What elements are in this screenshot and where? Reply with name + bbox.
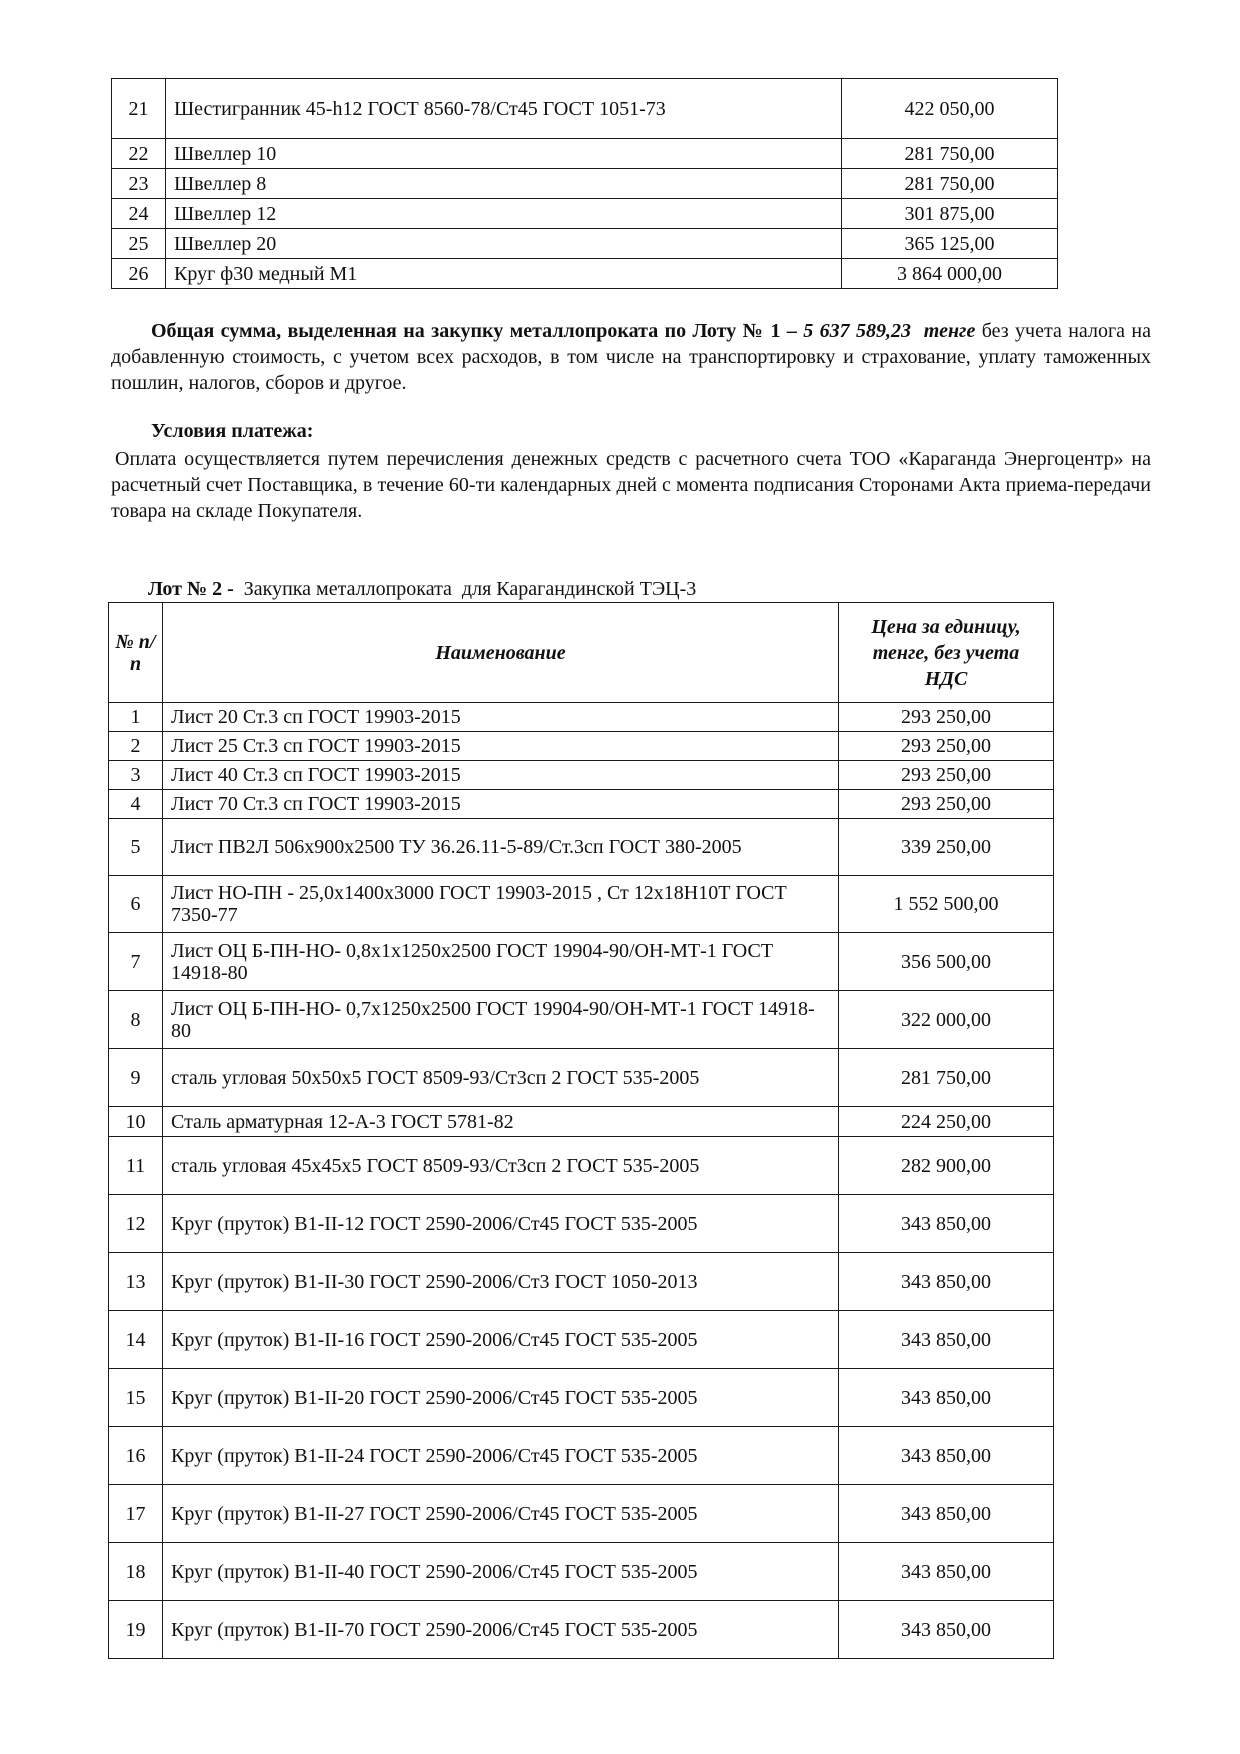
- total-currency: тенге: [923, 320, 976, 342]
- item-price: 343 850,00: [839, 1485, 1054, 1543]
- item-price: 339 250,00: [839, 819, 1054, 876]
- total-amount-paragraph: [111, 318, 1151, 396]
- lot2-items-table: [108, 602, 1054, 1659]
- payment-text: Оплата осуществляется путем перечисления денежных средств с расчетного счета ТОО «Караганда Энергоцентр» на расчетный счет Поставщика, в течение 60-ти календарных дней с момента подписания Сторонами Акта приема-передачи товара на складе Покупателя.: [111, 448, 1151, 522]
- table-row: [109, 732, 1054, 761]
- row-number: 5: [109, 819, 163, 876]
- lot2-title: [148, 578, 696, 601]
- item-price: 1 552 500,00: [839, 876, 1054, 933]
- total-rest: без учета налога на добавленную стоимость, с учетом всех расходов, в том числе на транспортировку и страхование, уплату таможенных пошлин, налогов, сборов и другое.: [111, 320, 1151, 394]
- row-number: 19: [109, 1601, 163, 1659]
- item-name: Лист ОЦ Б-ПН-НО- 0,7х1250х2500 ГОСТ 19904-90/ОН-МТ-1 ГОСТ 14918-80: [163, 991, 839, 1049]
- item-price: 365 125,00: [842, 229, 1058, 259]
- item-name: сталь угловая 45х45х5 ГОСТ 8509-93/Ст3сп 2 ГОСТ 535-2005: [163, 1137, 839, 1195]
- item-name: Шестигранник 45-h12 ГОСТ 8560-78/Ст45 ГОСТ 1051-73: [166, 79, 842, 139]
- item-price: 3 864 000,00: [842, 259, 1058, 289]
- row-number: 11: [109, 1137, 163, 1195]
- item-price: 293 250,00: [839, 790, 1054, 819]
- item-price: 343 850,00: [839, 1311, 1054, 1369]
- item-name: Лист ОЦ Б-ПН-НО- 0,8х1х1250х2500 ГОСТ 19904-90/ОН-МТ-1 ГОСТ 14918-80: [163, 933, 839, 991]
- item-price: 293 250,00: [839, 732, 1054, 761]
- table-row: [109, 703, 1054, 732]
- item-name: Лист 25 Ст.3 сп ГОСТ 19903-2015: [163, 732, 839, 761]
- item-price: 301 875,00: [842, 199, 1058, 229]
- table-row: [112, 259, 1058, 289]
- total-amount: 5 637 589,23: [803, 320, 911, 342]
- item-name: Круг (пруток) В1-II-24 ГОСТ 2590-2006/Ст45 ГОСТ 535-2005: [163, 1427, 839, 1485]
- item-name: Круг ф30 медный М1: [166, 259, 842, 289]
- table-row: [109, 933, 1054, 991]
- table-row: [112, 169, 1058, 199]
- row-number: 12: [109, 1195, 163, 1253]
- item-name: Круг (пруток) В1-II-12 ГОСТ 2590-2006/Ст45 ГОСТ 535-2005: [163, 1195, 839, 1253]
- item-price: 343 850,00: [839, 1543, 1054, 1601]
- payment-heading: Условия платежа:: [151, 420, 314, 442]
- table-row: [109, 1195, 1054, 1253]
- row-number: 23: [112, 169, 166, 199]
- item-price: 422 050,00: [842, 79, 1058, 139]
- row-number: 13: [109, 1253, 163, 1311]
- row-number: 14: [109, 1311, 163, 1369]
- item-name: Швеллер 12: [166, 199, 842, 229]
- table-row: [109, 1427, 1054, 1485]
- item-name: Лист НО-ПН - 25,0х1400х3000 ГОСТ 19903-2015 , Ст 12х18Н10Т ГОСТ 7350-77: [163, 876, 839, 933]
- row-number: 1: [109, 703, 163, 732]
- table-row: [109, 1137, 1054, 1195]
- item-name: Лист 40 Ст.3 сп ГОСТ 19903-2015: [163, 761, 839, 790]
- item-price: 322 000,00: [839, 991, 1054, 1049]
- column-header-number: № п/п: [109, 603, 163, 703]
- table-row: [109, 790, 1054, 819]
- item-name: Круг (пруток) В1-II-40 ГОСТ 2590-2006/Ст45 ГОСТ 535-2005: [163, 1543, 839, 1601]
- row-number: 3: [109, 761, 163, 790]
- table-row: [112, 199, 1058, 229]
- item-name: Круг (пруток) В1-II-70 ГОСТ 2590-2006/Ст45 ГОСТ 535-2005: [163, 1601, 839, 1659]
- item-price: 343 850,00: [839, 1427, 1054, 1485]
- table-row: [109, 1049, 1054, 1107]
- table-row: [109, 1311, 1054, 1369]
- row-number: 26: [112, 259, 166, 289]
- item-name: Швеллер 20: [166, 229, 842, 259]
- item-name: Круг (пруток) В1-II-30 ГОСТ 2590-2006/Ст3 ГОСТ 1050-2013: [163, 1253, 839, 1311]
- item-price: 343 850,00: [839, 1369, 1054, 1427]
- row-number: 16: [109, 1427, 163, 1485]
- lot2-label: Лот № 2 -: [148, 578, 234, 600]
- item-name: Швеллер 8: [166, 169, 842, 199]
- item-name: Швеллер 10: [166, 139, 842, 169]
- item-price: 356 500,00: [839, 933, 1054, 991]
- row-number: 9: [109, 1049, 163, 1107]
- table-header-row: [109, 603, 1054, 703]
- table-row: [109, 991, 1054, 1049]
- column-header-name: Наименование: [163, 603, 839, 703]
- row-number: 2: [109, 732, 163, 761]
- item-price: 343 850,00: [839, 1253, 1054, 1311]
- table-row: [109, 1543, 1054, 1601]
- row-number: 6: [109, 876, 163, 933]
- table-row: [109, 1601, 1054, 1659]
- row-number: 22: [112, 139, 166, 169]
- row-number: 8: [109, 991, 163, 1049]
- row-number: 17: [109, 1485, 163, 1543]
- table-row: [112, 229, 1058, 259]
- row-number: 21: [112, 79, 166, 139]
- row-number: 25: [112, 229, 166, 259]
- table-row: [109, 761, 1054, 790]
- table-row: [112, 139, 1058, 169]
- item-price: 343 850,00: [839, 1601, 1054, 1659]
- table-row: [109, 819, 1054, 876]
- item-price: 293 250,00: [839, 761, 1054, 790]
- column-header-price: Цена за единицу, тенге, без учета НДС: [839, 603, 1054, 703]
- item-name: Лист ПВ2Л 506х900х2500 ТУ 36.26.11-5-89/Ст.3сп ГОСТ 380-2005: [163, 819, 839, 876]
- item-name: Сталь арматурная 12-А-3 ГОСТ 5781-82: [163, 1107, 839, 1137]
- item-price: 281 750,00: [842, 169, 1058, 199]
- lot2-title-text: Закупка металлопроката для Карагандинской ТЭЦ-3: [233, 578, 697, 600]
- table-row: [109, 1369, 1054, 1427]
- table-row: [109, 876, 1054, 933]
- row-number: 15: [109, 1369, 163, 1427]
- item-price: 343 850,00: [839, 1195, 1054, 1253]
- row-number: 4: [109, 790, 163, 819]
- item-name: Лист 70 Ст.3 сп ГОСТ 19903-2015: [163, 790, 839, 819]
- item-price: 293 250,00: [839, 703, 1054, 732]
- lot1-items-table: [111, 78, 1058, 289]
- total-lead: Общая сумма, выделенная на закупку металлопроката по Лоту № 1 –: [151, 320, 804, 342]
- item-price: 282 900,00: [839, 1137, 1054, 1195]
- table-row: [112, 79, 1058, 139]
- row-number: 24: [112, 199, 166, 229]
- item-price: 281 750,00: [839, 1049, 1054, 1107]
- item-name: Лист 20 Ст.3 сп ГОСТ 19903-2015: [163, 703, 839, 732]
- row-number: 18: [109, 1543, 163, 1601]
- item-name: Круг (пруток) В1-II-20 ГОСТ 2590-2006/Ст45 ГОСТ 535-2005: [163, 1369, 839, 1427]
- table-row: [109, 1253, 1054, 1311]
- item-price: 281 750,00: [842, 139, 1058, 169]
- item-name: Круг (пруток) В1-II-16 ГОСТ 2590-2006/Ст45 ГОСТ 535-2005: [163, 1311, 839, 1369]
- item-name: Круг (пруток) В1-II-27 ГОСТ 2590-2006/Ст45 ГОСТ 535-2005: [163, 1485, 839, 1543]
- row-number: 10: [109, 1107, 163, 1137]
- item-price: 224 250,00: [839, 1107, 1054, 1137]
- item-name: сталь угловая 50х50х5 ГОСТ 8509-93/Ст3сп 2 ГОСТ 535-2005: [163, 1049, 839, 1107]
- row-number: 7: [109, 933, 163, 991]
- table-row: [109, 1485, 1054, 1543]
- table-row: [109, 1107, 1054, 1137]
